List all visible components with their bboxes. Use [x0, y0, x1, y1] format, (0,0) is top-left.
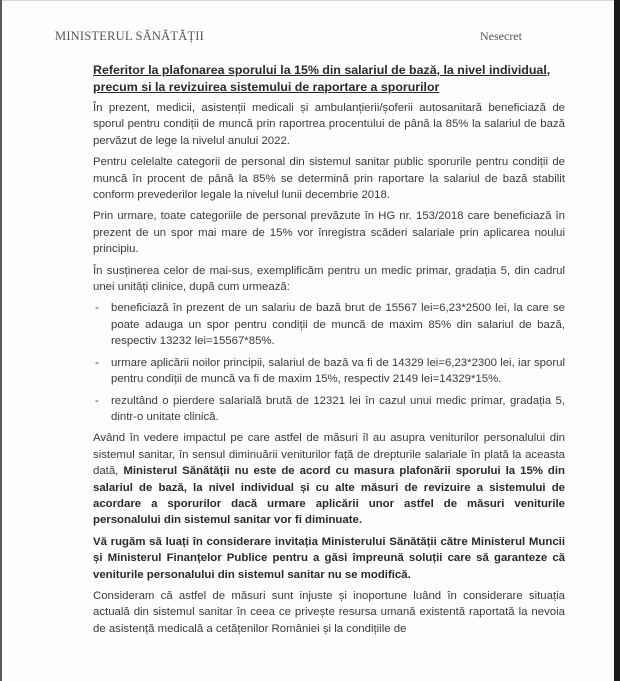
bullet-dash: -: [95, 302, 99, 315]
list-item-text: beneficiază în prezent de un salariu de bază brut de 15567 lei=6,23*2500 lei, la care se poate adauga un spor pentru condiții de muncă de maxim 85% din salariul de bază, respectiv 13232 lei=15567*85%.: [111, 302, 565, 348]
paragraph-impact: [93, 430, 565, 528]
classification-label: Nesecret: [480, 29, 522, 43]
document-body: [93, 62, 565, 642]
bullet-dash: -: [95, 356, 99, 369]
impact-text: Având în vedere impactul pe care astfel de măsuri îl au asupra veniturilor personalului din sistemul sanitar, în sensul diminuării veniturilor față de drepturile salariale în plată la aceasta dată,: [93, 432, 565, 478]
paragraph-consequence: Prin urmare, toate categoriile de personal prevăzute în HG nr. 153/2018 care beneficiază în prezent de un spor mai mare de 15% vor înregistra scăderi salariale prin aplicarea noului principiu.: [93, 210, 565, 256]
list-item-text: rezultând o pierdere salarială brută de 12321 lei în cazul unui medic primar, gradația 5, dintr-o unitate clinică.: [111, 394, 565, 423]
institution-header: MINISTERUL SĂNĂTĂȚII: [55, 29, 205, 43]
list-item-text: urmare aplicării noilor principii, salariul de bază va fi de 14329 lei=6,23*2300 lei, iar sporul pentru condiții de muncă va fi de maxim 15%, respectiv 2149 lei=14329*15%.: [111, 356, 565, 386]
paragraph-closing: Consideram că astfel de măsuri sunt injuste și inoportune luând în considerare situația actuală din sistemul sanitar în ceea ce privește resursa umană existentă raportată la nevoia de asistență medicală a cetățenilor României și la condițiile de: [93, 589, 565, 635]
paragraph-current-situation: În prezent, medicii, asistenții medicali și ambulanțierii/șoferii autosanitară beneficiază de sporul pentru condiții de muncă prin raportrea procentului de până la 85% la salariul de bază pervăzut de lege la nivelul anului 2022.: [93, 102, 565, 147]
paragraph-request: Vă rugăm să luați în considerare invitația Ministerului Sănătății către Ministerul Muncii și Ministerul Finanțelor Publice pentru a găsi împreună soluții care să garanteze că veniturile personalului din sistemul sanitar nu se modifică.: [93, 535, 565, 581]
list-item: [93, 393, 565, 426]
example-list: [93, 300, 565, 425]
paragraph-other-categories: Pentru celelalte categorii de personal din sistemul sanitar public sporurile pentru condiții de muncă în procent de până la 85% se determină prin raportare la salariul de bază stabilit conform prevederilor legale la nivelul lunii decembrie 2018.: [93, 156, 565, 202]
photo-right-edge: [614, 0, 620, 681]
impact-position-bold: Ministerul Sănătății nu este de acord cu masura plafonării sporului la 15% din salariul de bază, la nivel individual și cu alte măsuri de revizuire a sistemului de acordare a sporurilor dacă urmare aplicării unor astfel de măsuri veniturile personalului din sistemul sanitar vor fi diminuate.: [93, 465, 565, 527]
paragraph-example-intro: În susținerea celor de mai-sus, exemplificăm pentru un medic primar, gradația 5, din cadrul unei unități clinice, după cum urmează:: [93, 264, 565, 294]
list-item: [93, 355, 565, 388]
bullet-dash: -: [95, 394, 99, 407]
document-title: Referitor la plafonarea sporului la 15% din salariul de bază, la nivel individual, precum si la revizuirea sistemului de raportare a sporurilor: [93, 63, 551, 94]
list-item: [93, 300, 565, 349]
